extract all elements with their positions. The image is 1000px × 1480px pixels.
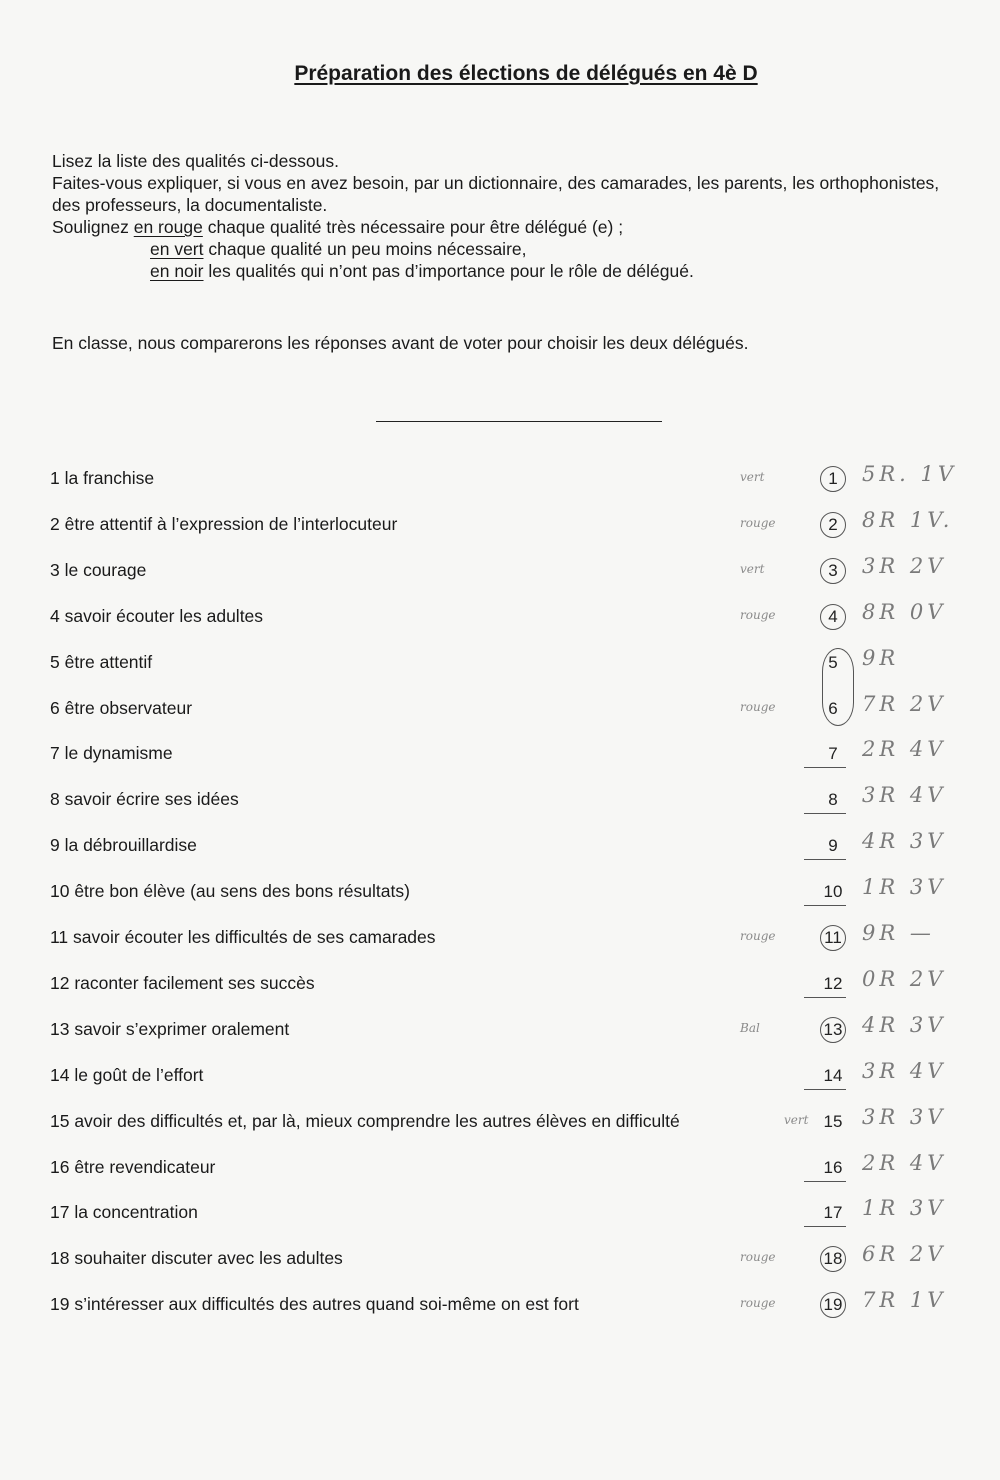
- underline-green-label: en vert: [150, 239, 204, 259]
- vote-tally: 4R 3V: [862, 1012, 947, 1037]
- quality-number: 3: [828, 560, 838, 580]
- vote-tally: 0R 2V: [862, 966, 947, 991]
- vote-tally: 1R 3V: [862, 1196, 947, 1221]
- quality-item: 1 la franchise: [50, 468, 155, 488]
- circle-mark: [820, 558, 846, 584]
- handwritten-note: Bal: [740, 1020, 760, 1035]
- underline-mark: [804, 905, 846, 906]
- underline-mark: [804, 1181, 846, 1182]
- quality-item: 2 être attentif à l’expression de l’interlocuteur: [50, 513, 398, 534]
- vote-tally: 6R 2V: [862, 1242, 947, 1267]
- underline-mark: [804, 997, 846, 998]
- vote-tally: 1R 3V: [862, 875, 947, 900]
- vote-tally: 9R: [862, 645, 900, 670]
- vote-tally: 2R 4V: [862, 1150, 947, 1175]
- quality-item: 19 s’intéresser aux difficultés des autres quand soi-même on est fort: [50, 1294, 579, 1315]
- quality-number: 14: [823, 1065, 843, 1085]
- circle-mark: [820, 1017, 846, 1043]
- quality-item: 10 être bon élève (au sens des bons résultats): [50, 881, 410, 902]
- vote-tally: 8R 1V.: [862, 507, 954, 532]
- quality-item: 3 le courage: [50, 559, 147, 580]
- instruction-line: Soulignez en rouge chaque qualité très nécessaire pour être délégué (e) ;: [52, 217, 624, 237]
- handwritten-note: vert: [740, 470, 765, 484]
- circle-mark: [820, 925, 846, 951]
- quality-number: 7: [828, 744, 838, 764]
- quality-number: 18: [823, 1249, 843, 1269]
- underline-black-label: en noir: [150, 261, 204, 281]
- quality-item: 7 le dynamisme: [50, 743, 173, 764]
- quality-number: 5: [828, 652, 838, 672]
- underline-mark: [804, 767, 846, 768]
- underline-mark: [804, 1226, 846, 1227]
- handwritten-note: vert: [740, 561, 765, 576]
- vote-tally: 2R 4V: [862, 737, 947, 762]
- vote-tally: 9R —: [862, 921, 935, 945]
- quality-item: 4 savoir écouter les adultes: [50, 605, 264, 626]
- closing-line: En classe, nous comparerons les réponses avant de voter pour choisir les deux délégués.: [52, 333, 749, 353]
- separator-line: [376, 421, 662, 422]
- quality-item: 17 la concentration: [50, 1202, 198, 1223]
- vote-tally: 4R 3V: [862, 829, 947, 854]
- vote-tally: 5R. 1V: [862, 462, 958, 486]
- quality-item: 12 raconter facilement ses succès: [50, 972, 315, 993]
- underline-mark: [804, 859, 846, 860]
- quality-number: 2: [828, 514, 838, 534]
- handwritten-note: rouge: [740, 515, 776, 530]
- quality-item: 11 savoir écouter les difficultés de ses camarades: [50, 927, 436, 947]
- handwritten-note: rouge: [740, 1250, 776, 1265]
- quality-number: 16: [823, 1157, 843, 1177]
- quality-item: 13 savoir s’exprimer oralement: [50, 1018, 290, 1039]
- quality-number: 19: [823, 1295, 843, 1315]
- page-title: Préparation des élections de délégués en 4è D: [294, 62, 758, 85]
- vote-tally: 3R 4V: [862, 783, 947, 808]
- quality-item: 6 être observateur: [50, 697, 193, 718]
- quality-item: 14 le goût de l’effort: [50, 1064, 204, 1085]
- instruction-line: en vert chaque qualité un peu moins nécessaire,: [150, 239, 527, 259]
- handwritten-note: rouge: [740, 929, 776, 943]
- circle-mark: [820, 604, 846, 630]
- instruction-line: Faites-vous expliquer, si vous en avez besoin, par un dictionnaire, des camarades, les parents, les orthophonistes, des professeurs, la documentaliste.: [52, 173, 940, 215]
- instructions: [52, 150, 972, 282]
- quality-item: 8 savoir écrire ses idées: [50, 789, 239, 810]
- quality-item: 5 être attentif: [50, 651, 153, 672]
- quality-item: 16 être revendicateur: [50, 1156, 216, 1177]
- vote-tally: 7R 2V: [862, 691, 947, 716]
- circle-mark: [820, 1292, 846, 1318]
- quality-number: 17: [823, 1203, 843, 1223]
- quality-item: 15 avoir des difficultés et, par là, mieux comprendre les autres élèves en difficulté: [50, 1110, 680, 1131]
- instruction-line: Lisez la liste des qualités ci-dessous.: [52, 151, 339, 171]
- quality-number: 13: [823, 1019, 843, 1039]
- quality-number: 12: [823, 973, 843, 993]
- handwritten-note: rouge: [740, 1296, 776, 1311]
- underline-red-label: en rouge: [133, 217, 203, 237]
- circle-mark: [820, 466, 846, 492]
- vote-tally: 7R 1V: [862, 1288, 947, 1313]
- quality-number: 6: [828, 698, 838, 718]
- handwritten-note: rouge: [740, 699, 776, 714]
- quality-item: 9 la débrouillardise: [50, 835, 197, 856]
- vote-tally: 3R 3V: [862, 1104, 947, 1129]
- handwritten-note: vert: [784, 1112, 809, 1127]
- quality-number: 8: [828, 790, 838, 810]
- quality-number: 4: [828, 606, 838, 626]
- circle-mark: [820, 512, 846, 538]
- handwritten-note: rouge: [740, 607, 776, 622]
- underline-mark: [804, 1089, 846, 1090]
- quality-number: 15: [823, 1111, 843, 1131]
- quality-number: 10: [823, 882, 843, 902]
- quality-item: 18 souhaiter discuter avec les adultes: [50, 1248, 343, 1269]
- vote-tally: 3R 4V: [862, 1058, 947, 1083]
- underline-mark: [804, 813, 846, 814]
- quality-number: 11: [824, 928, 842, 947]
- quality-number: 9: [828, 836, 838, 856]
- quality-number: 1: [828, 469, 838, 488]
- vote-tally: 8R 0V: [862, 599, 947, 624]
- vote-tally: 3R 2V: [862, 553, 947, 578]
- instruction-line: en noir les qualités qui n’ont pas d’importance pour le rôle de délégué.: [150, 261, 694, 281]
